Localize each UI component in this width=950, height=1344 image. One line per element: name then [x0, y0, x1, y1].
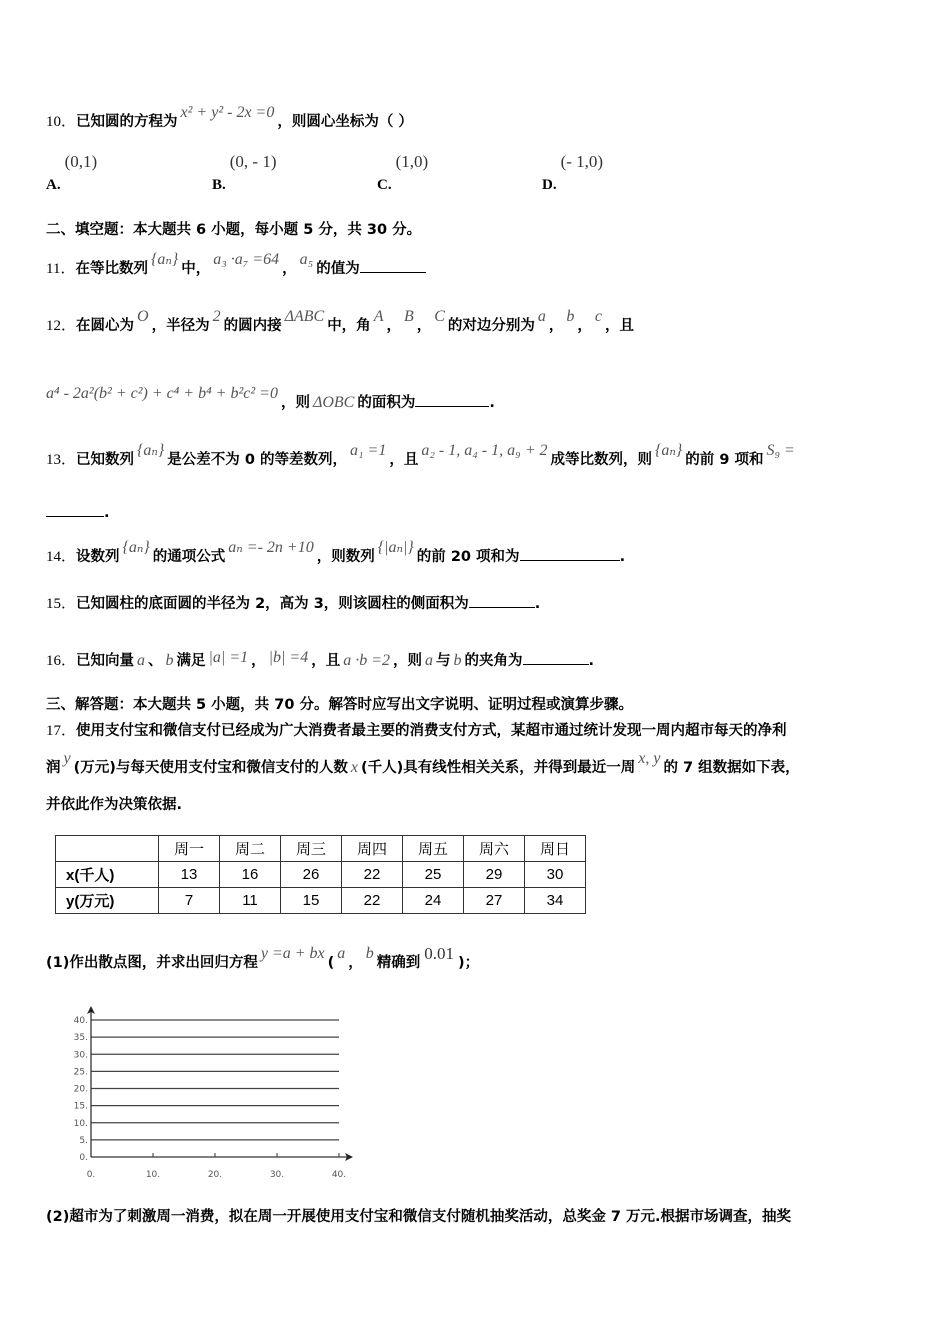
math: S₉ =: [766, 442, 795, 459]
math: a: [137, 652, 146, 669]
math: x: [350, 759, 358, 776]
option-value: (- 1,0): [560, 152, 604, 171]
question-number: 11．: [46, 261, 76, 277]
question-text: ，: [386, 318, 401, 334]
question-text: ，: [416, 318, 432, 334]
math: 2: [212, 308, 221, 325]
answer-blank: [360, 258, 426, 273]
y-tick-label: 40.: [73, 1016, 88, 1026]
table-cell: 26: [281, 862, 342, 888]
question-16: [46, 650, 594, 671]
question-text: (1)作出散点图，并求出回归方程: [46, 955, 258, 971]
question-number: 17．: [46, 723, 77, 739]
answer-blank: [46, 502, 104, 517]
question-12-equation: [46, 385, 495, 413]
question-text: ，: [282, 261, 297, 277]
answer-blank: [520, 546, 620, 561]
x-tick-label: 10.: [145, 1170, 161, 1180]
y-tick-label: 25.: [73, 1067, 88, 1078]
question-text: 在圆心为: [76, 318, 135, 334]
math-equation: x² + y² - 2x =0: [180, 104, 275, 121]
table-header: 周二: [220, 836, 281, 862]
table-row: [56, 888, 586, 914]
question-text: 精确到: [376, 955, 421, 971]
math: {aₙ}: [137, 442, 165, 459]
y-tick-label: 30.: [73, 1050, 88, 1061]
answer-blank: [469, 593, 535, 608]
question-text: 与: [436, 653, 451, 669]
question-text: ，则数列: [316, 549, 375, 565]
x-tick-label: 0.: [86, 1170, 96, 1180]
question-text: 满足: [176, 653, 206, 669]
question-text: 的值为: [316, 261, 360, 277]
question-number: 12．: [46, 318, 77, 334]
x-tick-label: 40.: [331, 1170, 347, 1180]
question-text: .: [619, 549, 626, 565]
table-cell: 13: [159, 862, 220, 888]
option-value: (0,1): [64, 152, 98, 171]
table-cell: 7: [159, 888, 220, 914]
question-13-answer: [46, 502, 110, 523]
math: aₙ =- 2n +10: [228, 539, 314, 556]
question-text: 的通项公式: [152, 549, 226, 565]
math: a: [425, 652, 433, 669]
question-12: [46, 308, 635, 336]
question-13: [46, 442, 798, 470]
math: x, y: [638, 750, 661, 767]
math: A: [373, 308, 384, 325]
math: |b| =4: [268, 649, 309, 666]
table-header: 周一: [159, 836, 220, 862]
question-number: 16．: [46, 653, 77, 669]
question-text: 是公差不为 0 的等差数列，: [167, 452, 347, 468]
question-text: ，: [251, 653, 266, 669]
table-cell: 15: [281, 888, 342, 914]
table-header: 周三: [281, 836, 342, 862]
option-d: [542, 152, 607, 193]
table-header: 周日: [525, 836, 586, 862]
table-header: 周六: [464, 836, 525, 862]
table-cell: 29: [464, 862, 525, 888]
math: y =a + bx: [260, 945, 325, 962]
table-header-row: [56, 836, 586, 862]
question-number: 14．: [46, 549, 77, 565]
math: {aₙ}: [654, 442, 683, 459]
question-number: 10．: [46, 114, 77, 130]
option-value: (1,0): [395, 152, 429, 171]
table-cell: 34: [525, 888, 586, 914]
question-15: [46, 593, 540, 614]
question-text: 已知圆柱的底面圆的半径为 2，高为 3，则该圆柱的侧面积为: [76, 596, 469, 612]
table-header: 周五: [403, 836, 464, 862]
table-cell: x(千人): [56, 862, 159, 888]
table-header: 周四: [342, 836, 403, 862]
math: a₂ - 1, a₄ - 1, a₉ + 2: [421, 442, 548, 459]
question-text: (万元)与每天使用支付宝和微信支付的人数: [73, 760, 348, 776]
math: a₅: [299, 251, 314, 268]
section-2-heading: 二、填空题：本大题共 6 小题，每小题 5 分，共 30 分。: [46, 222, 422, 238]
question-text: 已知数列: [76, 452, 135, 468]
question-text: 成等比数列，则: [550, 452, 652, 468]
question-text: 的圆内接: [223, 318, 282, 334]
question-text: 的对边分别为: [447, 318, 535, 334]
option-b: [212, 152, 281, 193]
question-text: ，则: [393, 653, 422, 669]
question-text: ，半径为: [151, 318, 210, 334]
math: a: [337, 945, 346, 962]
math: b: [453, 652, 462, 669]
question-number: 15．: [46, 596, 77, 612]
question-text: 在等比数列: [75, 261, 148, 277]
y-tick-label: 5.: [79, 1135, 88, 1146]
table-row: [56, 862, 586, 888]
math: ΔOBC: [312, 394, 355, 411]
table-cell: 24: [403, 888, 464, 914]
question-text: 中，角: [327, 318, 371, 334]
x-tick-label: 30.: [269, 1170, 285, 1180]
question-text: ，则: [280, 395, 310, 411]
math: a₁ =1: [349, 442, 387, 459]
math-equation: a⁴ - 2a²(b² + c²) + c⁴ + b⁴ + b²c² =0: [46, 385, 278, 402]
question-17-line-1: [46, 721, 787, 741]
question-10: [46, 104, 413, 132]
table-cell: 16: [220, 862, 281, 888]
question-text: ，: [348, 955, 363, 971]
question-text: 设数列: [76, 549, 120, 565]
math: c: [594, 308, 603, 325]
question-text: ，则圆心坐标为（ ）: [277, 114, 413, 130]
y-tick-label: 10.: [73, 1118, 88, 1129]
question-number: 13．: [46, 452, 77, 468]
question-14: [46, 539, 626, 567]
math: {aₙ}: [150, 251, 179, 268]
math: y: [63, 750, 71, 767]
math: a: [537, 308, 546, 325]
question-text: ，: [548, 318, 564, 334]
x-tick-label: 20.: [207, 1170, 223, 1180]
option-label: B.: [212, 177, 226, 193]
question-text: 已知向量: [76, 653, 135, 669]
math: O: [137, 308, 149, 325]
question-11: [46, 251, 426, 279]
y-tick-label: 15.: [73, 1101, 88, 1112]
question-17-line-3: 并依此作为决策依据.: [46, 797, 183, 813]
question-text: 的前 20 项和为: [416, 549, 520, 565]
question-17-part-1: [46, 944, 480, 973]
question-text: .: [588, 653, 595, 669]
table-cell: y(万元): [56, 888, 159, 914]
y-tick-label: 20.: [73, 1084, 88, 1095]
math: b: [566, 308, 575, 325]
table-cell: 30: [525, 862, 586, 888]
answer-blank: [415, 392, 489, 407]
y-tick-label: 0.: [79, 1153, 88, 1163]
question-text: 的前 9 项和: [685, 452, 764, 468]
data-table: [55, 835, 586, 914]
answer-blank: [523, 650, 589, 665]
question-text: 已知圆的方程为: [76, 114, 178, 130]
question-text: 使用支付宝和微信支付已经成为广大消费者最主要的消费支付方式，某超市通过统计发现一周内超市每天的净利: [76, 723, 787, 739]
question-text: 的 7 组数据如下表，: [663, 760, 800, 776]
question-text: 的夹角为: [464, 653, 523, 669]
question-17-part-2: (2)超市为了刺激周一消费，拟在周一开展使用支付宝和微信支付随机抽奖活动，总奖金 7 万元.根据市场调查，抽奖: [46, 1209, 792, 1225]
question-text: .: [104, 505, 110, 521]
option-c: [377, 152, 432, 193]
question-text: .: [534, 596, 541, 612]
math: b: [365, 945, 374, 962]
question-text: (千人)具有线性相关关系，并得到最近一周: [360, 760, 636, 776]
table-cell: 22: [342, 862, 403, 888]
option-label: D.: [542, 177, 557, 193]
table-cell: 27: [464, 888, 525, 914]
question-text: ，且: [605, 318, 635, 334]
option-value: (0, - 1): [229, 152, 277, 171]
math: B: [403, 308, 414, 325]
math: C: [434, 308, 445, 325]
question-text: .: [489, 395, 495, 411]
math: |a| =1: [208, 649, 249, 666]
math: {aₙ}: [122, 539, 150, 556]
question-text: 润: [46, 760, 61, 776]
table-cell: 11: [220, 888, 281, 914]
math: {|aₙ|}: [377, 539, 414, 556]
table-cell: 25: [403, 862, 464, 888]
scatter-plot-grid: [55, 1005, 365, 1195]
question-text: ，且: [389, 452, 419, 468]
table-header: [56, 836, 159, 862]
math: ΔABC: [284, 308, 325, 325]
math: a₃ ·a₇ =64: [213, 251, 280, 268]
question-text: ，且: [311, 653, 341, 669]
table-cell: 22: [342, 888, 403, 914]
question-17-line-2: [46, 750, 800, 778]
option-a: [46, 152, 101, 193]
section-3-heading: 三、解答题：本大题共 5 小题，共 70 分。解答时应写出文字说明、证明过程或演算步骤。: [46, 697, 633, 713]
question-text: 的面积为: [357, 395, 416, 411]
math: a ·b =2: [343, 652, 390, 669]
math: b: [165, 652, 174, 669]
question-text: (: [327, 955, 335, 971]
question-text: 、: [148, 653, 163, 669]
y-tick-label: 35.: [73, 1033, 88, 1044]
option-label: A.: [46, 177, 61, 193]
question-text: 中，: [181, 261, 211, 277]
question-text: ，: [577, 318, 592, 334]
math: 0.01: [424, 944, 455, 963]
question-text: )；: [458, 955, 480, 971]
option-label: C.: [377, 177, 392, 193]
